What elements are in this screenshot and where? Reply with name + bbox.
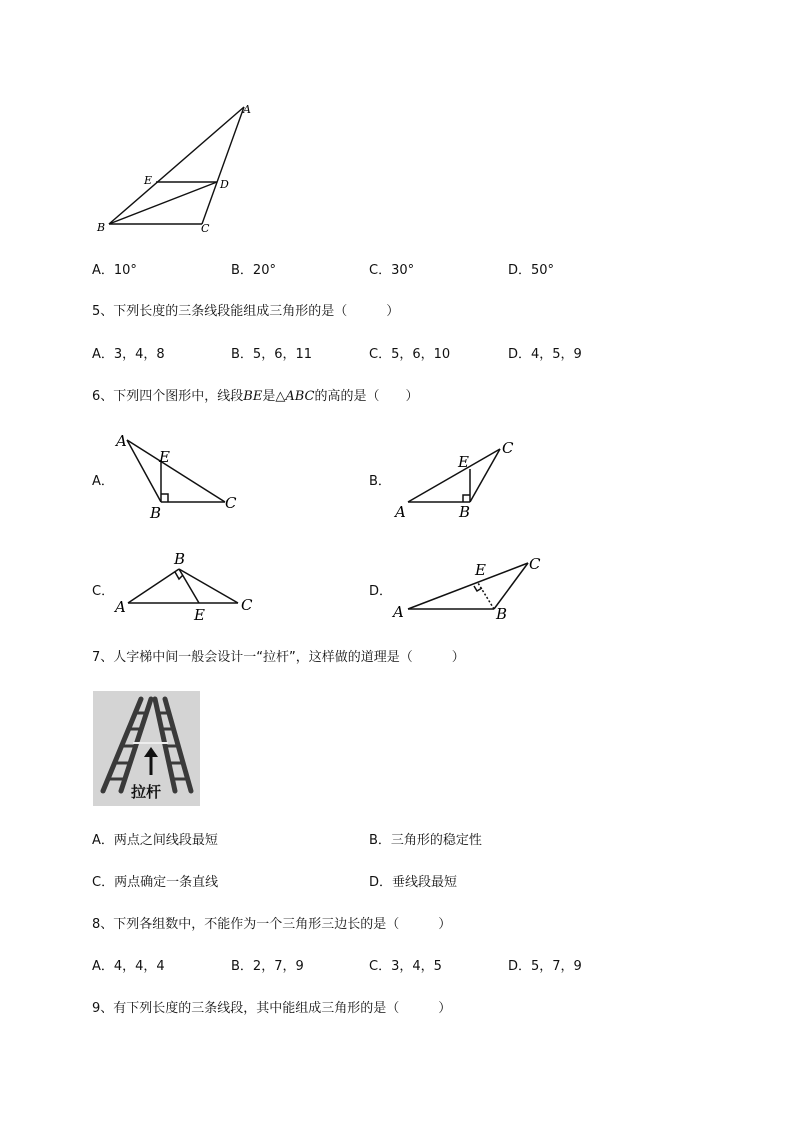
label-C: C — [529, 555, 541, 573]
label-B: B — [97, 221, 106, 234]
q6-figure-c[interactable] — [112, 547, 260, 627]
label-C: C — [201, 222, 210, 235]
label-E: E — [458, 453, 469, 471]
label-E: E — [144, 174, 153, 187]
label-B: B — [150, 504, 162, 522]
label-C: C — [502, 439, 514, 457]
q8-stem: 8、下列各组数中，不能作为一个三角形三边长的是（ ） — [92, 917, 452, 932]
q4-option-b[interactable]: B．20° — [231, 263, 276, 278]
triangle-figure-q4 — [90, 100, 260, 240]
ladder-photo — [93, 691, 200, 806]
q9-stem: 9、有下列长度的三条线段，其中能组成三角形的是（ ） — [92, 1001, 452, 1016]
q7-option-b[interactable]: B．三角形的稳定性 — [369, 833, 482, 848]
label-C: C — [225, 494, 237, 512]
label-A: A — [243, 103, 251, 116]
label-E: E — [159, 448, 170, 466]
q7-stem: 7、人字梯中间一般会设计一“拉杆”，这样做的道理是（ ） — [92, 650, 465, 665]
q6-figure-d[interactable] — [390, 553, 545, 625]
label-B: B — [496, 605, 508, 623]
q6-option-c[interactable]: C． — [92, 584, 115, 599]
q4-option-a[interactable]: A．10° — [92, 263, 137, 278]
q5-option-a[interactable]: A．3，4，8 — [92, 347, 165, 362]
label-A: A — [116, 432, 127, 450]
label-D: D — [220, 178, 229, 191]
q8-option-b[interactable]: B．2，7，9 — [231, 959, 304, 974]
q5-stem: 5、下列长度的三条线段能组成三角形的是（ ） — [92, 304, 400, 319]
q6-stem-before: 6、下列四个图形中，线段 — [92, 389, 244, 404]
q8-option-c[interactable]: C．3，4，5 — [369, 959, 442, 974]
q6-option-a[interactable]: A． — [92, 474, 114, 489]
ladder-caption: 拉杆 — [131, 783, 162, 801]
q6-figure-a[interactable] — [112, 430, 247, 522]
q7-option-a[interactable]: A．两点之间线段最短 — [92, 833, 218, 848]
q6-figure-b[interactable] — [390, 435, 525, 523]
label-B: B — [174, 550, 186, 568]
q6-segment: BE — [243, 389, 263, 404]
q7-option-d[interactable]: D．垂线段最短 — [369, 875, 458, 890]
q6-option-d[interactable]: D． — [369, 584, 393, 599]
q5-option-c[interactable]: C．5，6，10 — [369, 347, 451, 362]
q6-option-b[interactable]: B． — [369, 474, 391, 489]
label-E: E — [194, 606, 205, 624]
label-A: A — [393, 603, 404, 621]
q7-option-c[interactable]: C．两点确定一条直线 — [92, 875, 219, 890]
q6-stem-after: 的高的是（ ） — [314, 389, 419, 404]
q5-option-d[interactable]: D．4，5，9 — [508, 347, 582, 362]
q7-options-row1 — [92, 831, 482, 851]
q6-stem — [92, 387, 418, 407]
q8-option-d[interactable]: D．5，7，9 — [508, 959, 582, 974]
label-A: A — [395, 503, 406, 521]
q4-option-c[interactable]: C．30° — [369, 263, 415, 278]
label-A: A — [115, 598, 126, 616]
q5-option-b[interactable]: B．5，6，11 — [231, 347, 313, 362]
q8-option-a[interactable]: A．4，4，4 — [92, 959, 165, 974]
q4-options — [92, 261, 555, 281]
label-C: C — [241, 596, 253, 614]
q4-option-d[interactable]: D．50° — [508, 263, 555, 278]
q8-options — [92, 957, 582, 977]
label-B: B — [459, 503, 471, 521]
q6-stem-mid: 是△ — [262, 389, 286, 404]
q7-options-row2 — [92, 873, 458, 893]
q6-triangle: ABC — [285, 389, 315, 404]
label-E: E — [475, 561, 486, 579]
q5-options — [92, 345, 582, 365]
